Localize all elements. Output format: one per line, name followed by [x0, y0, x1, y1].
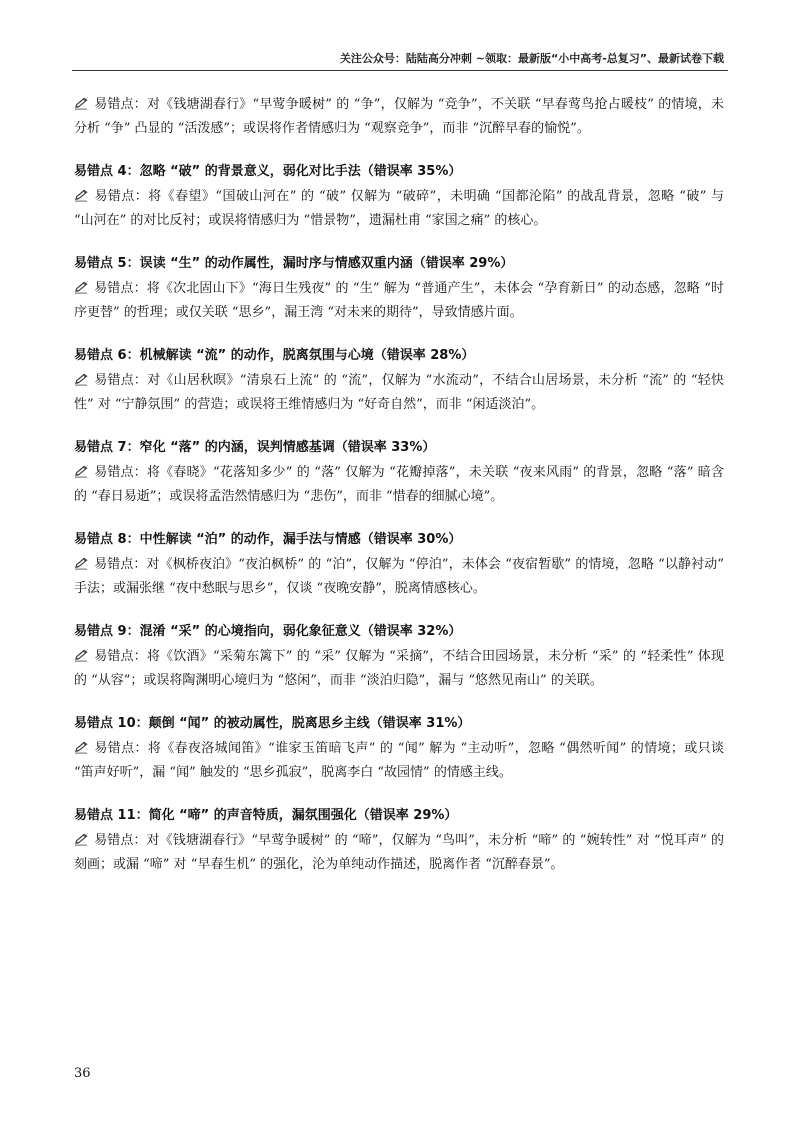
pencil-icon: [74, 188, 90, 210]
error-point-item: [74, 806, 724, 876]
error-point-text: 易错点：将《春晓》“花落知多少” 的 “落” 仅解为 “花瓣掉落”，未关联 “夜来风雨” 的背景，忽略 “落” 暗含的 “春日易逝”；或误将孟浩然情感归为 “悲伤”，而非 “惜春的细腻心境”。: [74, 465, 724, 504]
pencil-icon: [74, 372, 90, 394]
error-point-text: 易错点：将《春夜洛城闻笛》“谁家玉笛暗飞声” 的 “闻” 解为 “主动听”，忽略 “偶然听闻” 的情境；或只谈 “笛声好听”，漏 “闻” 触发的 “思乡孤寂”，脱离李白 “故园情” 的情感主线。: [74, 741, 724, 780]
pencil-icon: [74, 96, 90, 118]
error-point-text: 易错点：将《春望》“国破山河在” 的 “破” 仅解为 “破碎”，未明确 “国都沦陷” 的战乱背景，忽略 “破” 与 “山河在” 的对比反衬；或误将情感归为 “惜景物”，遗漏杜甫 “家国之痛” 的核心。: [74, 189, 724, 228]
error-point-body: [74, 646, 724, 692]
error-point-title: 易错点 6：机械解读 “流” 的动作，脱离氛围与心境（错误率 28%）: [74, 348, 475, 363]
pencil-icon: [74, 464, 90, 486]
page-header: 关注公众号：陆陆高分冲刺 ~领取：最新版“小中高考-总复习”、最新试卷下载: [339, 52, 724, 65]
error-point-body: [74, 94, 724, 140]
pencil-icon: [74, 556, 90, 578]
error-point-body: [74, 738, 724, 784]
pencil-icon: [74, 648, 90, 670]
error-point-item: [74, 94, 724, 140]
error-point-body: [74, 278, 724, 324]
error-point-body: [74, 462, 724, 508]
error-point-title: 易错点 10：颠倒 “闻” 的被动属性，脱离思乡主线（错误率 31%）: [74, 716, 471, 731]
error-point-title: 易错点 9：混淆 “采” 的心境指向，弱化象征意义（错误率 32%）: [74, 624, 462, 639]
error-point-title: 易错点 8：中性解读 “泊” 的动作，漏手法与情感（错误率 30%）: [74, 532, 462, 547]
header-divider: [72, 70, 728, 71]
error-point-text: 易错点：对《钱塘湖春行》“早莺争暖树” 的 “啼”，仅解为 “鸟叫”，未分析 “啼” 的 “婉转性” 对 “悦耳声” 的刻画；或漏 “啼” 对 “早春生机” 的强化，沦为单纯动作描述，脱离作者 “沉醉春景”。: [74, 833, 724, 872]
error-point-body: [74, 370, 724, 416]
error-point-text: 易错点：对《枫桥夜泊》“夜泊枫桥” 的 “泊”，仅解为 “停泊”，未体会 “夜宿暂歇” 的情境，忽略 “以静衬动” 手法；或漏张继 “夜中愁眠与思乡”，仅谈 “夜晚安静”，脱离情感核心。: [74, 557, 724, 596]
error-point-item: [74, 254, 724, 324]
error-point-text: 易错点：对《钱塘湖春行》“早莺争暖树” 的 “争”，仅解为 “竞争”，不关联 “早春莺鸟抢占暖枝” 的情境，未分析 “争” 凸显的 “活泼感”；或误将作者情感归为 “观察竞争”，而非 “沉醉早春的愉悦”。: [74, 97, 724, 136]
pencil-icon: [74, 280, 90, 302]
error-point-item: [74, 622, 724, 692]
error-point-item: [74, 714, 724, 784]
error-point-text: 易错点：将《饮酒》“采菊东篱下” 的 “采” 仅解为 “采摘”，不结合田园场景，未分析 “采” 的 “轻柔性” 体现的 “从容”；或误将陶渊明心境归为 “悠闲”，而非 “淡泊归隐”，漏与 “悠然见南山” 的关联。: [74, 649, 724, 688]
error-point-item: [74, 346, 724, 416]
error-point-item: [74, 162, 724, 232]
error-point-body: [74, 830, 724, 876]
error-point-text: 易错点：对《山居秋暝》“清泉石上流” 的 “流”，仅解为 “水流动”，不结合山居场景，未分析 “流” 的 “轻快性” 对 “宁静氛围” 的营造；或误将王维情感归为 “好奇自然”，而非 “闲适淡泊”。: [74, 373, 724, 412]
page-number: 36: [74, 1066, 91, 1081]
error-point-item: [74, 438, 724, 508]
error-point-title: 易错点 5：误读 “生” 的动作属性，漏时序与情感双重内涵（错误率 29%）: [74, 256, 514, 271]
error-point-title: 易错点 4：忽略 “破” 的背景意义，弱化对比手法（错误率 35%）: [74, 164, 462, 179]
error-point-body: [74, 186, 724, 232]
pencil-icon: [74, 832, 90, 854]
error-point-body: [74, 554, 724, 600]
error-point-text: 易错点：将《次北固山下》“海日生残夜” 的 “生” 解为 “普通产生”，未体会 “孕育新日” 的动态感，忽略 “时序更替” 的哲理；或仅关联 “思乡”，漏王湾 “对未来的期待”，导致情感片面。: [74, 281, 724, 320]
error-point-title: 易错点 7：窄化 “落” 的内涵，误判情感基调（错误率 33%）: [74, 440, 436, 455]
document-content: [74, 94, 724, 898]
pencil-icon: [74, 740, 90, 762]
error-point-item: [74, 530, 724, 600]
error-point-title: 易错点 11：简化 “啼” 的声音特质，漏氛围强化（错误率 29%）: [74, 808, 458, 823]
